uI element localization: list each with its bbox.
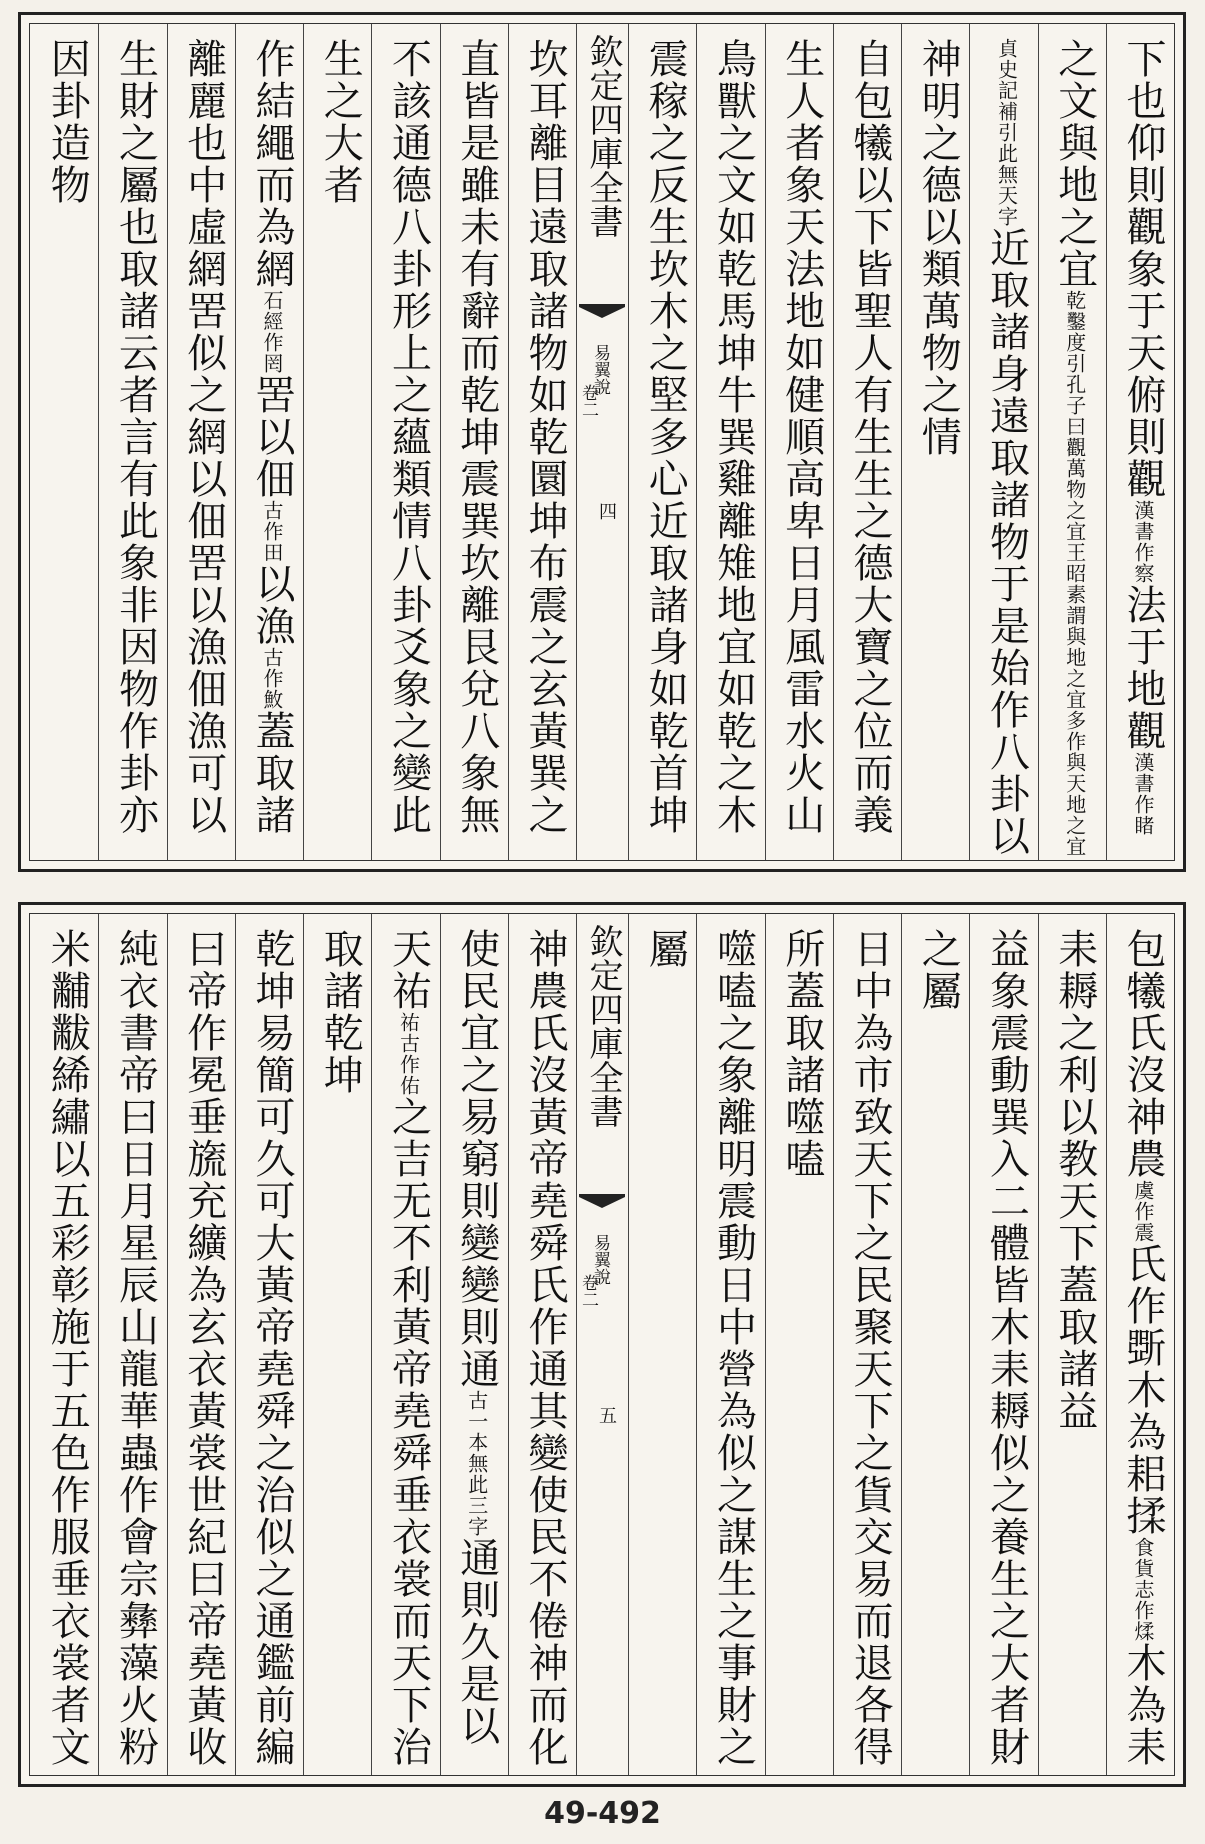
column-text: 純衣書帝曰日月星辰山龍華蟲作會宗彝藻火粉: [112, 928, 159, 1768]
top-page-frame: [29, 23, 1175, 861]
fish-tail-mark-icon: [579, 1194, 625, 1210]
text-column: [371, 914, 439, 1775]
text-column: [1106, 914, 1174, 1775]
volume-label: 卷二: [578, 1274, 598, 1308]
annotation-note: 祐古作佑: [396, 1012, 421, 1096]
column-text: 氏作斲木為耜揉: [1120, 1243, 1166, 1537]
page-number: 五: [596, 1406, 617, 1424]
text-column: [371, 24, 439, 860]
text-column: [30, 914, 98, 1775]
column-text: 生財之屬也取諸云者言有此象非因物作卦亦: [112, 38, 159, 836]
text-column: [303, 914, 371, 1775]
column-text: 米黼黻絺繡以五彩彰施于五色作服垂衣裳者文: [44, 928, 91, 1768]
column-text: 曰帝作冕垂旒充纊為玄衣黃裳世紀曰帝堯黃收: [180, 928, 227, 1768]
column-text: 包犧氏沒神農: [1120, 928, 1166, 1180]
bottom-page-columns: [30, 914, 1174, 1775]
column-text: 取諸乾坤: [317, 928, 364, 1096]
text-column: [167, 914, 235, 1775]
text-column: [508, 914, 576, 1775]
column-text: 之文與地之宜: [1051, 38, 1098, 290]
text-column: [1106, 24, 1174, 860]
column-text: 以漁: [249, 563, 295, 647]
column-text: 所蓋取諸噬嗑: [778, 928, 825, 1180]
column-text: 蓋取諸: [249, 710, 295, 836]
book-title: 欽定四庫全書: [583, 34, 623, 238]
volume-label: 卷二: [578, 384, 598, 418]
column-text: 耒耨之利以教天下蓋取諸益: [1051, 928, 1098, 1432]
column-text: 生之大者: [317, 38, 364, 206]
column-text: 作結繩而為網: [249, 38, 295, 290]
column-text: 神明之德以類萬物之情: [915, 38, 962, 458]
top-page: [18, 12, 1186, 872]
column-text: 鳥獸之文如乾馬坤牛巽雞離雉地宜如乾之木: [710, 38, 757, 836]
annotation-note: 乾鑿度引孔子曰觀萬物之宜王昭素謂與地之宜多作與天地之宜: [1062, 290, 1087, 857]
text-column: [901, 24, 969, 860]
text-column: [969, 914, 1037, 1775]
bottom-page-frame: [29, 913, 1175, 1776]
text-column: [235, 24, 303, 860]
text-column: [901, 914, 969, 1775]
column-text: 通則久是以: [453, 1537, 500, 1747]
column-text: 近取諸身遠取諸物于是始作八卦以: [983, 227, 1030, 857]
text-column: [628, 914, 696, 1775]
annotation-note: 虞作震: [1131, 1180, 1155, 1243]
annotation-note: 漢書作察: [1131, 500, 1155, 584]
column-text: 罟以佃: [249, 374, 295, 500]
column-text: 木為耒: [1120, 1642, 1166, 1768]
column-text: 生人者象天法地如健順高卑日月風雷水火山: [778, 38, 825, 836]
center-fold-column: [576, 24, 628, 860]
column-text: 噬嗑之象離明震動日中營為似之謀生之事財之: [710, 928, 757, 1768]
column-text: 使民宜之易窮則變變則通: [453, 928, 500, 1390]
annotation-note: 古作田: [260, 500, 284, 563]
annotation-note: 食貨志作煣: [1131, 1537, 1155, 1642]
text-column: [167, 24, 235, 860]
column-text: 法于地觀: [1120, 584, 1166, 752]
text-column: [235, 914, 303, 1775]
column-text: 自包犧以下皆聖人有生生之德大寶之位而義: [847, 38, 893, 836]
column-text: 日中為市致天下之民聚天下之貨交易而退各得: [847, 928, 893, 1768]
column-text: 下也仰則觀象于天俯則觀: [1120, 38, 1166, 500]
text-column: [833, 914, 901, 1775]
column-text: 因卦造物: [44, 38, 91, 206]
text-column: [98, 914, 166, 1775]
text-column: [969, 24, 1037, 860]
center-fold-column: [576, 914, 628, 1775]
annotation-note: 古一本無此三字: [464, 1390, 489, 1537]
text-column: [303, 24, 371, 860]
column-text: 直皆是雖未有辭而乾坤震巽坎離艮兌八象無: [453, 38, 500, 836]
annotation-note: 漢書作睹: [1131, 752, 1155, 836]
fish-tail-mark-icon: [579, 304, 625, 320]
column-text: 益象震動巽入二體皆木耒耨似之養生之大者財: [983, 928, 1030, 1768]
column-text: 震稼之反生坎木之堅多心近取諸身如乾首坤: [642, 38, 689, 836]
text-column: [696, 24, 764, 860]
annotation-note: 貞史記補引此無天字: [994, 38, 1019, 227]
text-column: [696, 914, 764, 1775]
text-column: [765, 914, 833, 1775]
text-column: [440, 24, 508, 860]
text-column: [440, 914, 508, 1775]
column-text: 之吉无不利黃帝堯舜垂衣裳而天下治: [385, 1096, 432, 1768]
page-number: 四: [596, 502, 617, 520]
text-column: [508, 24, 576, 860]
text-column: [98, 24, 166, 860]
column-text: 坎耳離目遠取諸物如乾圜坤布震之玄黃巽之: [522, 38, 568, 836]
text-column: [1038, 24, 1106, 860]
book-title: 欽定四庫全書: [583, 924, 623, 1128]
column-text: 乾坤易簡可久可大黃帝堯舜之治似之通鑑前編: [249, 928, 295, 1768]
bottom-page: [18, 902, 1186, 1787]
work-title: 易翼說: [590, 1234, 610, 1285]
work-title: 易翼說: [590, 344, 610, 395]
annotation-note: 古作䰻: [260, 647, 284, 710]
text-column: [765, 24, 833, 860]
column-text: 不該通德八卦形上之蘊類情八卦爻象之變此: [385, 38, 432, 836]
text-column: [1038, 914, 1106, 1775]
text-column: [628, 24, 696, 860]
column-text: 之屬: [915, 928, 962, 1012]
text-column: [833, 24, 901, 860]
column-text: 屬: [642, 928, 689, 970]
top-page-columns: [30, 24, 1174, 860]
text-column: [30, 24, 98, 860]
annotation-note: 石經作罔: [260, 290, 284, 374]
folio-number: 49-492: [544, 1796, 661, 1831]
column-text: 離麗也中虛網罟似之網以佃罟以漁佃漁可以: [180, 38, 227, 836]
column-text: 神農氏沒黃帝堯舜氏作通其變使民不倦神而化: [522, 928, 568, 1768]
column-text: 天祐: [385, 928, 432, 1012]
